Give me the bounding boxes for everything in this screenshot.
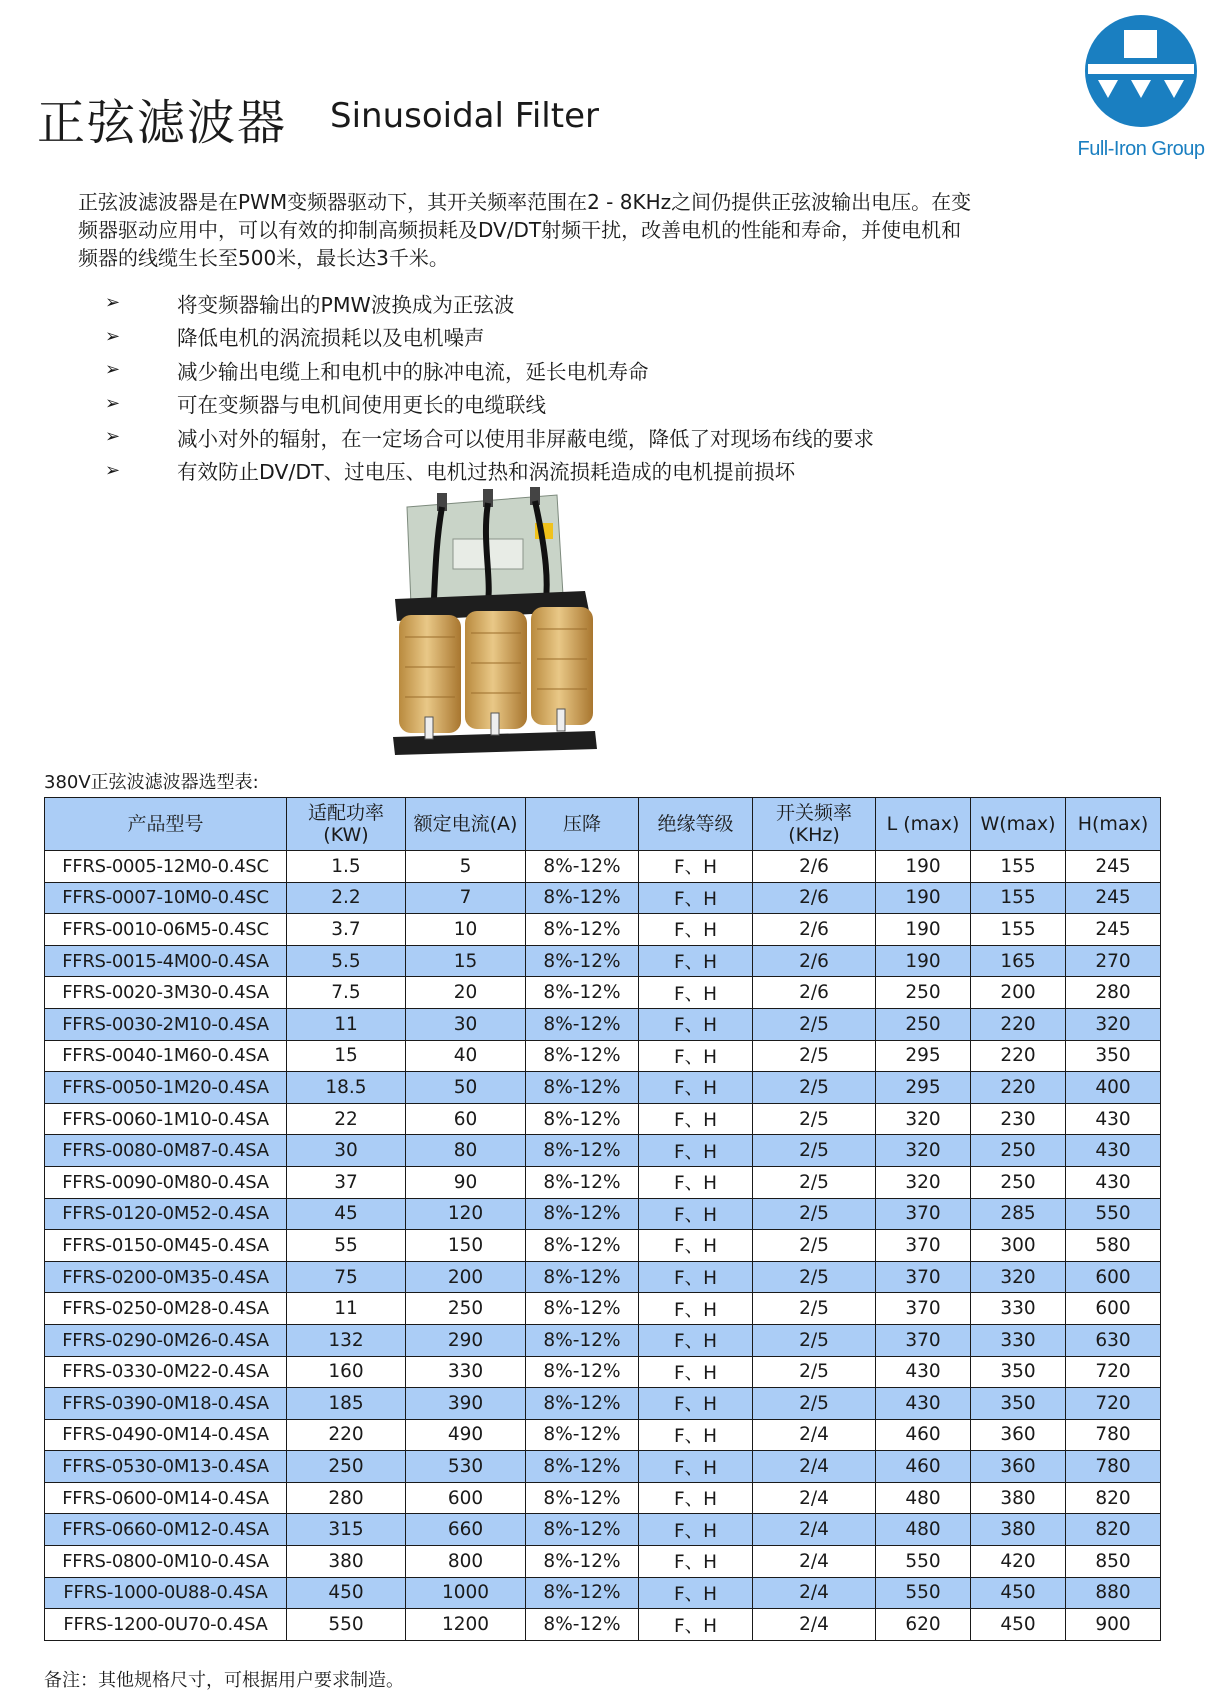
table-cell: 880 xyxy=(1066,1577,1161,1609)
table-cell: 900 xyxy=(1066,1609,1161,1641)
feature-item xyxy=(105,420,874,454)
table-cell: 8%-12% xyxy=(526,851,639,883)
table-header-row xyxy=(45,798,1161,851)
table-cell: F、H xyxy=(639,1103,753,1135)
model-cell: FFRS-0330-0M22-0.4SA xyxy=(45,1356,287,1388)
feature-item xyxy=(105,353,874,387)
table-cell: 8%-12% xyxy=(526,1482,639,1514)
table-cell: 50 xyxy=(406,1072,526,1104)
table-cell: 550 xyxy=(876,1546,971,1578)
table-cell: 7 xyxy=(406,882,526,914)
header-cell: 开关频率(KHz) xyxy=(753,798,876,851)
table-cell: 370 xyxy=(876,1261,971,1293)
table-cell: F、H xyxy=(639,1577,753,1609)
table-cell: 550 xyxy=(1066,1198,1161,1230)
table-cell: F、H xyxy=(639,1040,753,1072)
table-cell: F、H xyxy=(639,1482,753,1514)
selection-table xyxy=(44,797,1161,1641)
table-cell: 18.5 xyxy=(287,1072,406,1104)
table-cell: 320 xyxy=(971,1261,1066,1293)
table-cell: 800 xyxy=(406,1546,526,1578)
table-cell: 430 xyxy=(1066,1135,1161,1167)
table-cell: 5.5 xyxy=(287,945,406,977)
intro-paragraph: 正弦波滤波器是在PWM变频器驱动下，其开关频率范围在2 - 8KHz之间仍提供正弦波输出电压。在变频器驱动应用中，可以有效的抑制高频损耗及DV/DT射频干扰，改善电机的性能和寿命，并使电机和频器的线缆生长至500米，最长达3千米。 xyxy=(78,190,972,270)
model-cell: FFRS-0005-12M0-0.4SC xyxy=(45,851,287,883)
table-cell: 480 xyxy=(876,1482,971,1514)
table-cell: 8%-12% xyxy=(526,1166,639,1198)
table-cell: 2/5 xyxy=(753,1293,876,1325)
table-cell: 120 xyxy=(406,1198,526,1230)
page-title-english: Sinusoidal Filter xyxy=(330,96,599,136)
model-cell: FFRS-0007-10M0-0.4SC xyxy=(45,882,287,914)
table-cell: 2/5 xyxy=(753,1166,876,1198)
table-cell: 370 xyxy=(876,1324,971,1356)
table-row xyxy=(45,914,1161,946)
table-cell: 30 xyxy=(406,1008,526,1040)
model-cell: FFRS-0490-0M14-0.4SA xyxy=(45,1419,287,1451)
table-cell: 780 xyxy=(1066,1419,1161,1451)
table-cell: 22 xyxy=(287,1103,406,1135)
table-cell: 8%-12% xyxy=(526,945,639,977)
table-row xyxy=(45,851,1161,883)
table-cell: 8%-12% xyxy=(526,1008,639,1040)
table-cell: 10 xyxy=(406,914,526,946)
table-cell: 45 xyxy=(287,1198,406,1230)
table-cell: 450 xyxy=(971,1609,1066,1641)
header-cell: L (max) xyxy=(876,798,971,851)
table-cell: 350 xyxy=(971,1356,1066,1388)
header-cell: 压降 xyxy=(526,798,639,851)
page-title-chinese: 正弦滤波器 xyxy=(37,95,288,151)
table-cell: 2/5 xyxy=(753,1356,876,1388)
table-row xyxy=(45,1261,1161,1293)
feature-item xyxy=(105,286,874,320)
table-cell: 2/5 xyxy=(753,1008,876,1040)
table-row xyxy=(45,1577,1161,1609)
table-cell: 8%-12% xyxy=(526,1135,639,1167)
table-cell: 8%-12% xyxy=(526,1514,639,1546)
table-cell: 330 xyxy=(971,1293,1066,1325)
table-cell: 2/5 xyxy=(753,1324,876,1356)
table-cell: 1000 xyxy=(406,1577,526,1609)
table-cell: 8%-12% xyxy=(526,1293,639,1325)
table-cell: 270 xyxy=(1066,945,1161,977)
footnote: 备注：其他规格尺寸，可根据用户要求制造。 xyxy=(44,1670,404,1691)
table-cell: 780 xyxy=(1066,1451,1161,1483)
table-cell: 190 xyxy=(876,882,971,914)
table-cell: 11 xyxy=(287,1008,406,1040)
table-cell: 430 xyxy=(1066,1166,1161,1198)
table-cell: 11 xyxy=(287,1293,406,1325)
table-cell: 390 xyxy=(406,1388,526,1420)
table-cell: 380 xyxy=(971,1514,1066,1546)
table-cell: 15 xyxy=(406,945,526,977)
table-cell: 2/5 xyxy=(753,1198,876,1230)
table-cell: F、H xyxy=(639,1356,753,1388)
table-row xyxy=(45,1072,1161,1104)
header-cell: H(max) xyxy=(1066,798,1161,851)
full-iron-logo-icon xyxy=(1084,14,1198,128)
table-cell: F、H xyxy=(639,914,753,946)
table-cell: 420 xyxy=(971,1546,1066,1578)
table-cell: 8%-12% xyxy=(526,1546,639,1578)
table-cell: 250 xyxy=(876,977,971,1009)
table-row xyxy=(45,1166,1161,1198)
model-cell: FFRS-0390-0M18-0.4SA xyxy=(45,1388,287,1420)
table-cell: 8%-12% xyxy=(526,977,639,1009)
table-cell: 200 xyxy=(406,1261,526,1293)
table-cell: 360 xyxy=(971,1451,1066,1483)
arrow-bullet-icon: ➢ xyxy=(105,359,121,381)
table-caption: 380V正弦波滤波器选型表: xyxy=(44,772,259,793)
table-cell: 580 xyxy=(1066,1230,1161,1262)
table-cell: 220 xyxy=(971,1040,1066,1072)
feature-item xyxy=(105,454,874,488)
table-cell: 90 xyxy=(406,1166,526,1198)
feature-text: 可在变频器与电机间使用更长的电缆联线 xyxy=(177,393,546,418)
table-cell: 8%-12% xyxy=(526,1419,639,1451)
feature-text: 降低电机的涡流损耗以及电机噪声 xyxy=(177,326,485,351)
table-cell: 2/6 xyxy=(753,851,876,883)
model-cell: FFRS-1200-0U70-0.4SA xyxy=(45,1609,287,1641)
table-cell: 8%-12% xyxy=(526,882,639,914)
table-cell: 5 xyxy=(406,851,526,883)
table-cell: 8%-12% xyxy=(526,1072,639,1104)
table-cell: 320 xyxy=(876,1135,971,1167)
table-cell: 550 xyxy=(876,1577,971,1609)
table-cell: 2/4 xyxy=(753,1514,876,1546)
table-row xyxy=(45,1324,1161,1356)
table-cell: 2/6 xyxy=(753,914,876,946)
table-cell: 220 xyxy=(971,1008,1066,1040)
table-cell: F、H xyxy=(639,1388,753,1420)
table-cell: F、H xyxy=(639,977,753,1009)
table-cell: 320 xyxy=(876,1166,971,1198)
model-cell: FFRS-0020-3M30-0.4SA xyxy=(45,977,287,1009)
table-cell: 490 xyxy=(406,1419,526,1451)
table-cell: 460 xyxy=(876,1419,971,1451)
table-cell: 60 xyxy=(406,1103,526,1135)
table-row xyxy=(45,1609,1161,1641)
header-cell: W(max) xyxy=(971,798,1066,851)
table-cell: 370 xyxy=(876,1198,971,1230)
table-cell: 290 xyxy=(406,1324,526,1356)
table-cell: 400 xyxy=(1066,1072,1161,1104)
table-cell: 7.5 xyxy=(287,977,406,1009)
table-cell: 300 xyxy=(971,1230,1066,1262)
model-cell: FFRS-0600-0M14-0.4SA xyxy=(45,1482,287,1514)
table-cell: 320 xyxy=(1066,1008,1161,1040)
table-row xyxy=(45,1103,1161,1135)
table-cell: 460 xyxy=(876,1451,971,1483)
feature-item xyxy=(105,387,874,421)
header-cell: 产品型号 xyxy=(45,798,287,851)
table-cell: 720 xyxy=(1066,1388,1161,1420)
table-cell: 8%-12% xyxy=(526,1103,639,1135)
table-cell: 350 xyxy=(1066,1040,1161,1072)
table-cell: F、H xyxy=(639,1293,753,1325)
table-cell: 1200 xyxy=(406,1609,526,1641)
table-cell: 155 xyxy=(971,882,1066,914)
table-cell: 150 xyxy=(406,1230,526,1262)
model-cell: FFRS-0080-0M87-0.4SA xyxy=(45,1135,287,1167)
table-cell: 330 xyxy=(971,1324,1066,1356)
header-cell: 绝缘等级 xyxy=(639,798,753,851)
table-cell: 155 xyxy=(971,851,1066,883)
table-cell: 55 xyxy=(287,1230,406,1262)
table-cell: 2/5 xyxy=(753,1103,876,1135)
table-cell: 80 xyxy=(406,1135,526,1167)
table-cell: F、H xyxy=(639,1419,753,1451)
table-cell: 250 xyxy=(406,1293,526,1325)
product-photo xyxy=(385,487,607,757)
table-row xyxy=(45,1293,1161,1325)
table-row xyxy=(45,1419,1161,1451)
feature-text: 减小对外的辐射，在一定场合可以使用非屏蔽电缆，降低了对现场布线的要求 xyxy=(177,426,874,451)
table-cell: 2/4 xyxy=(753,1419,876,1451)
model-cell: FFRS-0010-06M5-0.4SC xyxy=(45,914,287,946)
table-cell: F、H xyxy=(639,1072,753,1104)
table-cell: 8%-12% xyxy=(526,1356,639,1388)
arrow-bullet-icon: ➢ xyxy=(105,459,121,481)
table-cell: F、H xyxy=(639,1324,753,1356)
table-cell: 280 xyxy=(1066,977,1161,1009)
table-cell: 380 xyxy=(971,1482,1066,1514)
table-cell: F、H xyxy=(639,945,753,977)
table-cell: 2/4 xyxy=(753,1577,876,1609)
company-logo xyxy=(1074,14,1204,169)
table-cell: F、H xyxy=(639,1198,753,1230)
table-cell: 250 xyxy=(971,1166,1066,1198)
table-cell: 2/5 xyxy=(753,1135,876,1167)
table-cell: 2.2 xyxy=(287,882,406,914)
model-cell: FFRS-0090-0M80-0.4SA xyxy=(45,1166,287,1198)
table-cell: 2/6 xyxy=(753,945,876,977)
table-cell: 2/4 xyxy=(753,1609,876,1641)
table-cell: 8%-12% xyxy=(526,1324,639,1356)
table-row xyxy=(45,1230,1161,1262)
table-cell: 315 xyxy=(287,1514,406,1546)
table-cell: 370 xyxy=(876,1293,971,1325)
table-cell: F、H xyxy=(639,882,753,914)
table-cell: 160 xyxy=(287,1356,406,1388)
table-cell: 155 xyxy=(971,914,1066,946)
table-cell: 40 xyxy=(406,1040,526,1072)
table-row xyxy=(45,1388,1161,1420)
table-cell: 285 xyxy=(971,1198,1066,1230)
table-cell: 30 xyxy=(287,1135,406,1167)
table-cell: 2/5 xyxy=(753,1388,876,1420)
table-cell: 245 xyxy=(1066,914,1161,946)
header-cell: 额定电流(A) xyxy=(406,798,526,851)
arrow-bullet-icon: ➢ xyxy=(105,392,121,414)
table-cell: 360 xyxy=(971,1419,1066,1451)
table-cell: 720 xyxy=(1066,1356,1161,1388)
table-cell: 200 xyxy=(971,977,1066,1009)
table-cell: 245 xyxy=(1066,851,1161,883)
table-row xyxy=(45,945,1161,977)
table-cell: F、H xyxy=(639,1008,753,1040)
table-cell: 660 xyxy=(406,1514,526,1546)
table-cell: 2/4 xyxy=(753,1451,876,1483)
table-cell: 280 xyxy=(287,1482,406,1514)
arrow-bullet-icon: ➢ xyxy=(105,325,121,347)
table-cell: 2/5 xyxy=(753,1040,876,1072)
table-row xyxy=(45,1514,1161,1546)
table-cell: F、H xyxy=(639,1135,753,1167)
table-cell: 850 xyxy=(1066,1546,1161,1578)
table-cell: 132 xyxy=(287,1324,406,1356)
table-cell: 380 xyxy=(287,1546,406,1578)
header-cell: 适配功率(KW) xyxy=(287,798,406,851)
table-cell: 330 xyxy=(406,1356,526,1388)
table-cell: 250 xyxy=(876,1008,971,1040)
table-row xyxy=(45,1198,1161,1230)
table-cell: 8%-12% xyxy=(526,1230,639,1262)
table-cell: 75 xyxy=(287,1261,406,1293)
table-cell: 2/5 xyxy=(753,1072,876,1104)
model-cell: FFRS-0150-0M45-0.4SA xyxy=(45,1230,287,1262)
table-cell: 320 xyxy=(876,1103,971,1135)
table-cell: 295 xyxy=(876,1040,971,1072)
table-cell: 230 xyxy=(971,1103,1066,1135)
table-cell: 430 xyxy=(1066,1103,1161,1135)
table-row xyxy=(45,882,1161,914)
table-cell: 370 xyxy=(876,1230,971,1262)
table-cell: 250 xyxy=(971,1135,1066,1167)
table-cell: 8%-12% xyxy=(526,1577,639,1609)
table-cell: 350 xyxy=(971,1388,1066,1420)
table-cell: 600 xyxy=(1066,1293,1161,1325)
table-cell: 190 xyxy=(876,851,971,883)
table-cell: F、H xyxy=(639,1514,753,1546)
feature-text: 有效防止DV/DT、过电压、电机过热和涡流损耗造成的电机提前损坏 xyxy=(177,460,796,485)
table-row xyxy=(45,1451,1161,1483)
model-cell: FFRS-1000-0U88-0.4SA xyxy=(45,1577,287,1609)
model-cell: FFRS-0660-0M12-0.4SA xyxy=(45,1514,287,1546)
table-cell: 2/5 xyxy=(753,1230,876,1262)
table-cell: 2/5 xyxy=(753,1261,876,1293)
table-cell: 8%-12% xyxy=(526,1040,639,1072)
feature-text: 将变频器输出的PMW波换成为正弦波 xyxy=(177,292,515,317)
table-cell: 820 xyxy=(1066,1514,1161,1546)
table-row xyxy=(45,1482,1161,1514)
table-cell: 8%-12% xyxy=(526,1261,639,1293)
table-cell: 630 xyxy=(1066,1324,1161,1356)
model-cell: FFRS-0200-0M35-0.4SA xyxy=(45,1261,287,1293)
table-cell: 8%-12% xyxy=(526,1609,639,1641)
table-cell: 480 xyxy=(876,1514,971,1546)
model-cell: FFRS-0250-0M28-0.4SA xyxy=(45,1293,287,1325)
table-cell: 165 xyxy=(971,945,1066,977)
table-cell: F、H xyxy=(639,1609,753,1641)
table-cell: 2/6 xyxy=(753,977,876,1009)
table-cell: F、H xyxy=(639,1546,753,1578)
feature-list xyxy=(105,286,874,487)
model-cell: FFRS-0040-1M60-0.4SA xyxy=(45,1040,287,1072)
table-cell: 2/6 xyxy=(753,882,876,914)
model-cell: FFRS-0050-1M20-0.4SA xyxy=(45,1072,287,1104)
brand-name: Full-Iron Group xyxy=(1077,138,1205,160)
table-cell: 430 xyxy=(876,1356,971,1388)
table-cell: 220 xyxy=(287,1419,406,1451)
table-row xyxy=(45,1356,1161,1388)
table-cell: 220 xyxy=(971,1072,1066,1104)
table-cell: 8%-12% xyxy=(526,1451,639,1483)
table-cell: 295 xyxy=(876,1072,971,1104)
model-cell: FFRS-0015-4M00-0.4SA xyxy=(45,945,287,977)
table-cell: 2/4 xyxy=(753,1546,876,1578)
table-cell: F、H xyxy=(639,1230,753,1262)
arrow-bullet-icon: ➢ xyxy=(105,426,121,448)
table-cell: 15 xyxy=(287,1040,406,1072)
table-cell: 600 xyxy=(406,1482,526,1514)
table-cell: 820 xyxy=(1066,1482,1161,1514)
table-cell: 1.5 xyxy=(287,851,406,883)
table-cell: 530 xyxy=(406,1451,526,1483)
table-cell: 20 xyxy=(406,977,526,1009)
table-cell: 550 xyxy=(287,1609,406,1641)
model-cell: FFRS-0030-2M10-0.4SA xyxy=(45,1008,287,1040)
table-cell: 8%-12% xyxy=(526,914,639,946)
table-cell: F、H xyxy=(639,1451,753,1483)
model-cell: FFRS-0290-0M26-0.4SA xyxy=(45,1324,287,1356)
table-body xyxy=(45,851,1161,1641)
table-cell: 430 xyxy=(876,1388,971,1420)
table-cell: 37 xyxy=(287,1166,406,1198)
table-cell: 450 xyxy=(971,1577,1066,1609)
table-cell: 190 xyxy=(876,945,971,977)
table-row xyxy=(45,1546,1161,1578)
feature-item xyxy=(105,320,874,354)
table-cell: 250 xyxy=(287,1451,406,1483)
table-cell: 2/4 xyxy=(753,1482,876,1514)
table-cell: F、H xyxy=(639,1261,753,1293)
table-cell: 8%-12% xyxy=(526,1198,639,1230)
table-row xyxy=(45,1008,1161,1040)
table-cell: 450 xyxy=(287,1577,406,1609)
model-cell: FFRS-0800-0M10-0.4SA xyxy=(45,1546,287,1578)
table-row xyxy=(45,1135,1161,1167)
model-cell: FFRS-0060-1M10-0.4SA xyxy=(45,1103,287,1135)
table-cell: 600 xyxy=(1066,1261,1161,1293)
table-cell: 8%-12% xyxy=(526,1388,639,1420)
table-cell: 185 xyxy=(287,1388,406,1420)
table-cell: F、H xyxy=(639,1166,753,1198)
table-cell: 3.7 xyxy=(287,914,406,946)
model-cell: FFRS-0120-0M52-0.4SA xyxy=(45,1198,287,1230)
table-cell: 620 xyxy=(876,1609,971,1641)
table-row xyxy=(45,977,1161,1009)
model-cell: FFRS-0530-0M13-0.4SA xyxy=(45,1451,287,1483)
table-row xyxy=(45,1040,1161,1072)
arrow-bullet-icon: ➢ xyxy=(105,292,121,314)
table-cell: 190 xyxy=(876,914,971,946)
feature-text: 减少输出电缆上和电机中的脉冲电流，延长电机寿命 xyxy=(177,359,649,384)
table-cell: F、H xyxy=(639,851,753,883)
table-cell: 245 xyxy=(1066,882,1161,914)
